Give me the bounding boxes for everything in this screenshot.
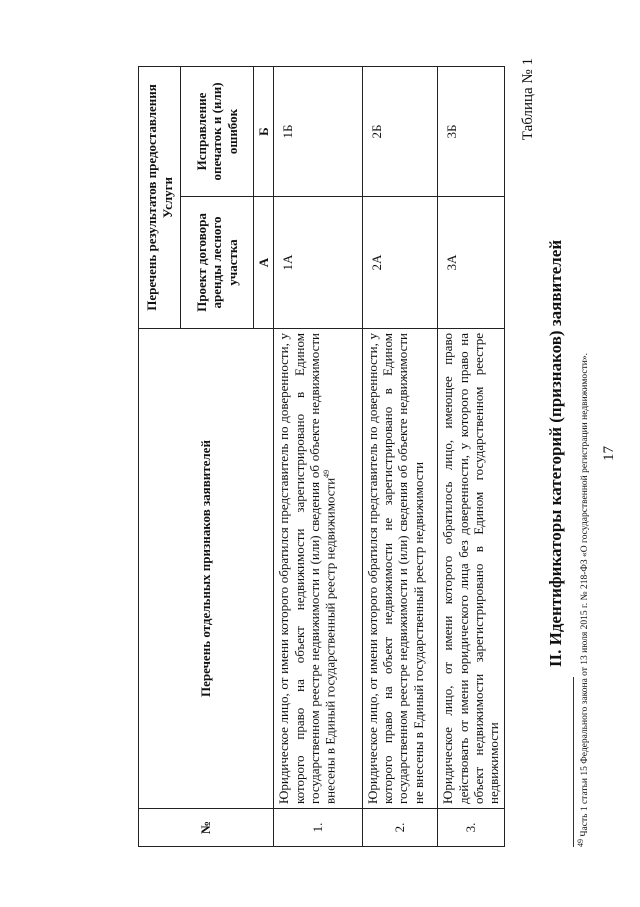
- footnote-marker: 49: [576, 839, 585, 847]
- row-description: Юридическое лицо, от имени которого обратилось лицо, имеющее право действовать от имени юридического лица без доверенности, у которого право на объект недвижимости зарегистрировано в Едином государственном реестре недвижимости: [438, 329, 505, 809]
- header-row: [139, 67, 181, 847]
- header-result-a: Проект договора аренды лесного участка: [181, 197, 253, 329]
- row-code-b: 3Б: [438, 67, 505, 197]
- section-title: II. Идентификаторы категорий (признаков) заявителей: [546, 239, 565, 668]
- row-number: 1.: [274, 809, 363, 847]
- footnote-text: Часть 1 статьи 15 Федерального закона от 13 июля 2015 г. № 218-ФЗ «О государственной регистрации недвижимости».: [580, 353, 591, 837]
- row-description: Юридическое лицо, от имени которого обратился представитель по доверенности, у которого право на объект недвижимости не зарегистрировано в Едином государственном реестре недвижимости и (или) сведения об объекте недвижимости не внесены в Единый государственный реестр недвижимости: [362, 329, 437, 809]
- row-code-a: 3А: [438, 197, 505, 329]
- table-caption: Таблица № 1: [520, 58, 536, 141]
- header-criteria: Перечень отдельных признаков заявителей: [139, 329, 274, 809]
- table-row: [362, 67, 437, 847]
- header-results: Перечень результатов предоставления Услуги: [139, 67, 181, 329]
- row-number: 3.: [438, 809, 505, 847]
- row-code-b: 1Б: [274, 67, 363, 197]
- row-code-a: 2А: [362, 197, 437, 329]
- footnote-reference: 49: [322, 469, 332, 478]
- footnote: [576, 353, 590, 847]
- row-description-text: Юридическое лицо, от имени которого обратился представитель по доверенности, у которого право на объект недвижимости зарегистрировано в Едином государственном реестре недвижимости и (или) сведения об объекте недвижимости внесены в Единый государственный реестр недвижимости: [276, 333, 338, 804]
- table-row: [274, 67, 363, 847]
- header-result-b: Исправление опечаток и (или) ошибок: [181, 67, 253, 197]
- row-number: 2.: [362, 809, 437, 847]
- row-description: [274, 329, 363, 809]
- header-number: №: [139, 809, 274, 847]
- row-code-b: 2Б: [362, 67, 437, 197]
- applicant-categories-table: [138, 66, 505, 847]
- page-number: 17: [601, 446, 617, 461]
- table-row: [438, 67, 505, 847]
- header-code-b: Б: [253, 67, 273, 197]
- footnote-divider: [573, 677, 574, 847]
- row-code-a: 1А: [274, 197, 363, 329]
- header-code-a: А: [253, 197, 273, 329]
